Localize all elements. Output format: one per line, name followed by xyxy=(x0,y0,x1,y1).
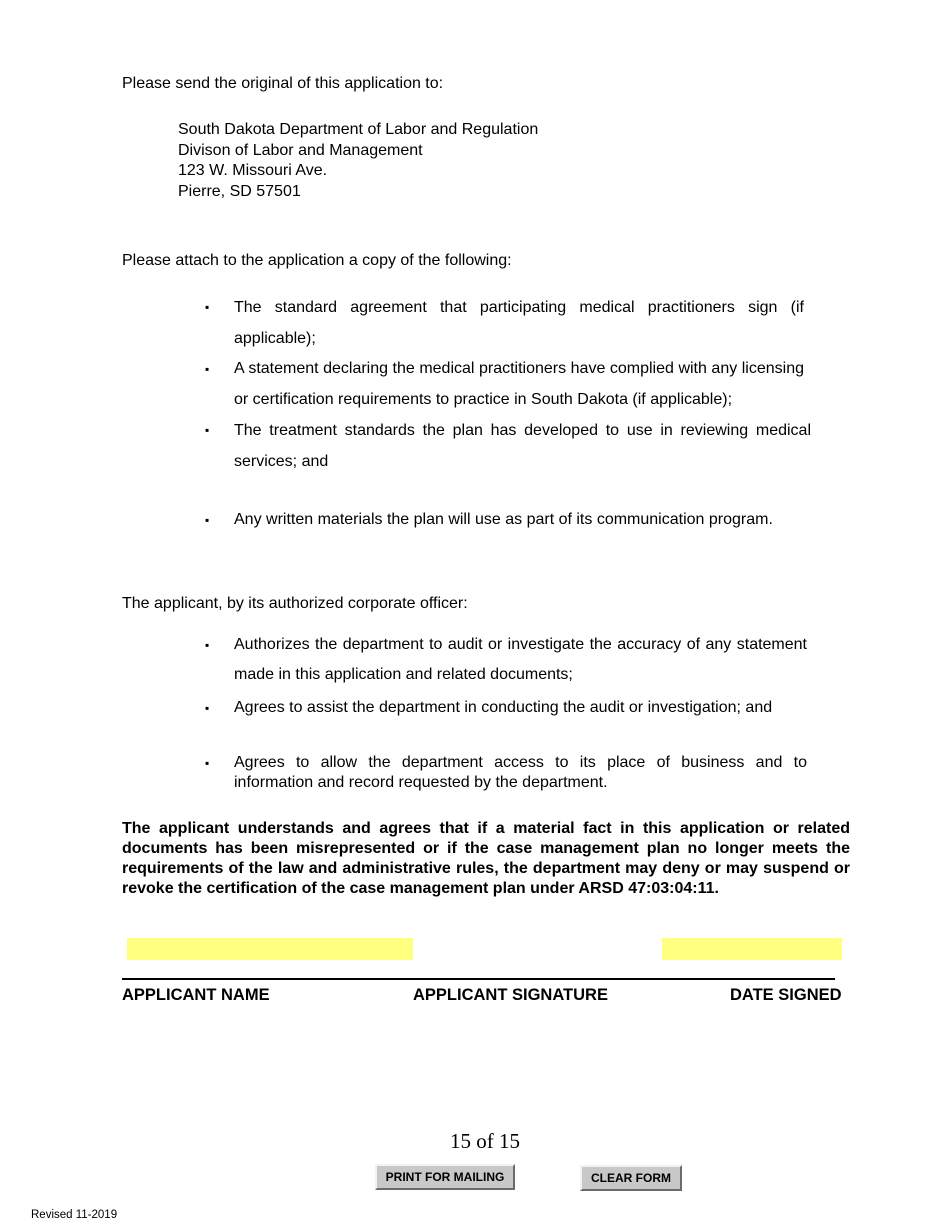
signature-line xyxy=(122,978,835,980)
mailing-address xyxy=(178,120,538,202)
address-line-4: Pierre, SD 57501 xyxy=(178,182,301,200)
revision-date: Revised 11-2019 xyxy=(31,1209,118,1221)
clear-form-button[interactable]: CLEAR FORM xyxy=(580,1165,682,1191)
attach-intro: Please attach to the application a copy of the following: xyxy=(122,252,512,269)
applicant-name-label: APPLICANT NAME xyxy=(122,986,270,1004)
list-item: ▪ Any written materials the plan will use as part of its communication program. xyxy=(205,508,804,532)
bullet-icon: ▪ xyxy=(205,756,210,770)
address-line-1: South Dakota Department of Labor and Regulation xyxy=(178,121,539,138)
authorizations-list xyxy=(205,630,811,723)
bullet-icon: ▪ xyxy=(205,362,210,376)
page-number: 15 of 15 xyxy=(450,1129,520,1153)
bullet-icon: ▪ xyxy=(205,701,210,715)
applicant-signature-label: APPLICANT SIGNATURE xyxy=(413,986,608,1004)
list-item: ▪ The treatment standards the plan has developed to use in reviewing medical services; and xyxy=(205,415,811,477)
list-item: ▪ The standard agreement that participating medical practitioners sign (if applicable); xyxy=(205,292,804,354)
applicant-name-field[interactable] xyxy=(127,938,413,960)
bullet-icon: ▪ xyxy=(205,513,210,527)
list-item: ▪ A statement declaring the medical practitioners have complied with any licensing or certification requirements to practice in South Dakota (if applicable); xyxy=(205,354,804,415)
list-item: ▪ Authorizes the department to audit or investigate the accuracy of any statement made in this application and related documents; xyxy=(205,630,807,690)
authorizations-list-last xyxy=(205,753,811,793)
list-item: ▪ Agrees to assist the department in conducting the audit or investigation; and xyxy=(205,693,800,723)
legal-notice: The applicant understands and agrees that if a material fact in this application or related documents has been misrepresented or if the case management plan no longer meets the requirements of the law and administrative rules, the department may deny or may suspend or revoke the certification of the case management plan under ARSD 47:03:04:11. xyxy=(122,820,850,897)
date-signed-label: DATE SIGNED xyxy=(730,986,842,1004)
attachments-list-last xyxy=(205,508,811,532)
print-for-mailing-button[interactable]: PRINT FOR MAILING xyxy=(375,1164,515,1190)
bullet-icon: ▪ xyxy=(205,638,210,652)
list-item: ▪ Agrees to allow the department access to its place of business and to information and record requested by the department. xyxy=(205,754,807,791)
address-line-3: 123 W. Missouri Ave. xyxy=(178,162,328,179)
bullet-icon: ▪ xyxy=(205,423,210,437)
address-line-2: Divison of Labor and Management xyxy=(178,141,423,159)
applicant-intro: The applicant, by its authorized corporate officer: xyxy=(122,595,468,612)
attachments-list xyxy=(205,292,811,477)
bullet-icon: ▪ xyxy=(205,300,210,314)
send-intro: Please send the original of this application to: xyxy=(122,75,444,92)
date-signed-field[interactable] xyxy=(662,938,842,960)
